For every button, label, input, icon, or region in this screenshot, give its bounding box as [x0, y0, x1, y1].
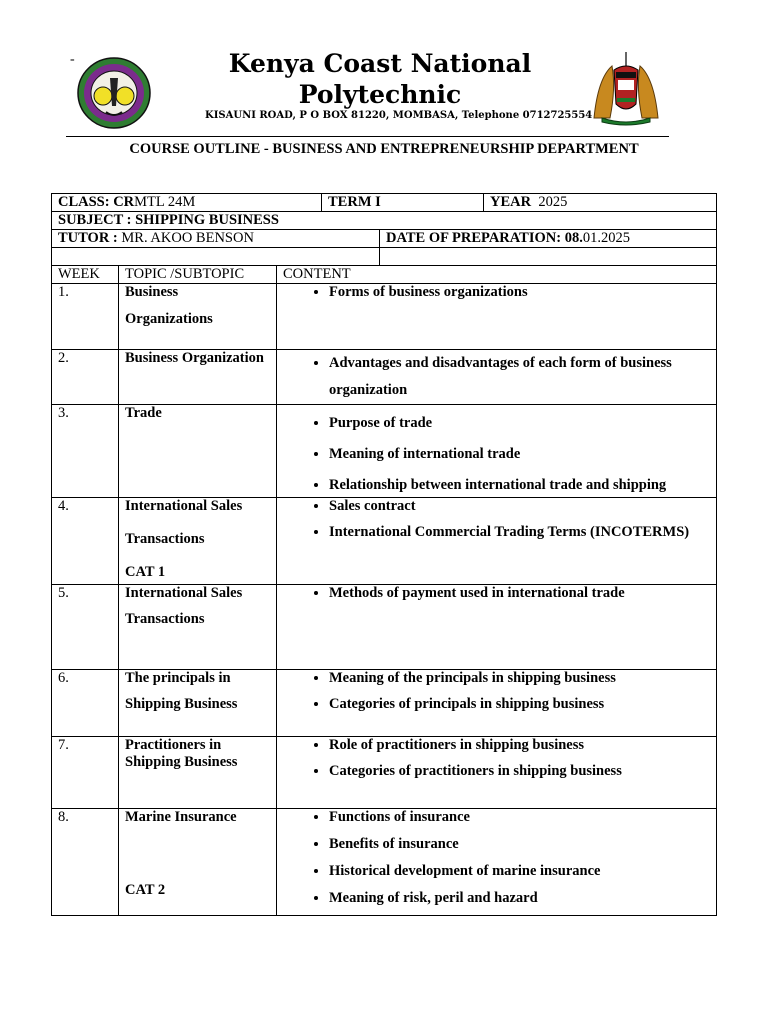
blank-cell-left — [52, 248, 380, 266]
topic-cell — [119, 585, 277, 670]
content-item: • Categories of practitioners in shipping business — [329, 763, 710, 780]
topic-line: CAT 1 — [125, 564, 166, 580]
table-row — [52, 809, 717, 916]
info-row-class — [52, 194, 717, 212]
content-item: • Advantages and disadvantages of each form of business organization — [329, 350, 710, 404]
topic-line: Business Organization — [125, 350, 264, 366]
topic-cell — [119, 350, 277, 405]
tutor-label: TUTOR : — [58, 230, 118, 246]
content-cell — [277, 350, 717, 405]
content-item: • Forms of business organizations — [329, 284, 710, 301]
header-divider — [66, 136, 669, 137]
year-label: YEAR — [490, 194, 532, 210]
term-value: TERM I — [328, 194, 381, 210]
table-row — [52, 350, 717, 405]
subject-value: SUBJECT : SHIPPING BUSINESS — [58, 212, 279, 228]
content-item: • Categories of principals in shipping business — [329, 696, 710, 713]
info-row-tutor — [52, 230, 717, 248]
topic-cell — [119, 809, 277, 916]
topic-cell — [119, 284, 277, 350]
week-cell: 2. — [52, 350, 119, 405]
week-cell: 3. — [52, 405, 119, 498]
content-item: • Relationship between international trade and shipping — [329, 477, 710, 494]
content-list — [283, 737, 710, 780]
week-cell: 8. — [52, 809, 119, 916]
content-cell — [277, 737, 717, 809]
subject-cell — [52, 212, 717, 230]
table-row — [52, 284, 717, 350]
topic-cell — [119, 498, 277, 585]
class-cell — [52, 194, 322, 212]
content-list — [283, 809, 710, 907]
table-row — [52, 670, 717, 737]
topic-header: TOPIC /SUBTOPIC — [119, 266, 277, 284]
week-cell: 1. — [52, 284, 119, 350]
course-outline-body — [52, 194, 717, 916]
content-cell — [277, 809, 717, 916]
info-row-blank — [52, 248, 717, 266]
topic-line: Trade — [125, 405, 162, 421]
kenya-coat-of-arms-logo — [588, 48, 664, 128]
topic-line: Practitioners in Shipping Business — [125, 737, 238, 770]
table-row — [52, 737, 717, 809]
week-cell: 7. — [52, 737, 119, 809]
topic-cell — [119, 737, 277, 809]
date-value: 01.2025 — [582, 230, 630, 246]
blank-cell-right — [380, 248, 717, 266]
tutor-value: MR. AKOO BENSON — [121, 230, 254, 246]
topic-cell — [119, 405, 277, 498]
institution-title: Kenya Coast National Polytechnic — [228, 49, 532, 109]
term-cell — [322, 194, 484, 212]
topic-line: Organizations — [125, 311, 213, 327]
column-header-row — [52, 266, 717, 284]
institution-address: KISAUNI ROAD, P O BOX 81220, MOMBASA, Telephone 0712725554 — [205, 110, 593, 121]
content-item: • Meaning of international trade — [329, 446, 710, 463]
week-cell: 4. — [52, 498, 119, 585]
topic-line: Transactions — [125, 531, 205, 547]
tutor-cell — [52, 230, 380, 248]
topic-line: Shipping Business — [125, 696, 238, 712]
content-item: • Purpose of trade — [329, 415, 710, 432]
table-row — [52, 405, 717, 498]
topic-line: Transactions — [125, 611, 205, 627]
topic-line: International Sales — [125, 585, 243, 601]
date-label: DATE OF PREPARATION: 08. — [386, 230, 583, 246]
topic-line: Business — [125, 284, 179, 300]
content-item: • Historical development of marine insurance — [329, 863, 710, 880]
table-row — [52, 498, 717, 585]
week-header: WEEK — [52, 266, 119, 284]
topic-line: Marine Insurance — [125, 809, 237, 825]
content-cell — [277, 585, 717, 670]
content-item: • International Commercial Trading Terms (INCOTERMS) — [329, 524, 710, 541]
content-list — [283, 670, 710, 713]
week-cell: 5. — [52, 585, 119, 670]
content-item: • Sales contract — [329, 498, 710, 515]
content-item: • Meaning of the principals in shipping business — [329, 670, 710, 687]
class-label: CLASS: CR — [58, 194, 135, 210]
content-item: • Benefits of insurance — [329, 836, 710, 853]
header-dash: - — [70, 52, 75, 67]
content-cell — [277, 498, 717, 585]
topic-cell — [119, 670, 277, 737]
year-cell — [484, 194, 717, 212]
topic-line: The principals in — [125, 670, 231, 686]
table-row — [52, 585, 717, 670]
content-list — [283, 585, 710, 602]
class-value: MTL 24M — [134, 194, 196, 210]
content-list — [283, 350, 710, 404]
content-item: • Functions of insurance — [329, 809, 710, 826]
info-row-subject — [52, 212, 717, 230]
week-cell: 6. — [52, 670, 119, 737]
topic-line: International Sales — [125, 498, 243, 514]
polytechnic-logo — [76, 56, 152, 130]
content-cell — [277, 670, 717, 737]
content-list — [283, 498, 710, 541]
department-heading: COURSE OUTLINE - BUSINESS AND ENTREPRENEURSHIP DEPARTMENT — [129, 141, 639, 157]
course-outline-table — [51, 193, 717, 916]
content-item: • Methods of payment used in international trade — [329, 585, 710, 602]
content-cell — [277, 405, 717, 498]
content-header: CONTENT — [277, 266, 717, 284]
content-list — [283, 284, 710, 301]
content-item: • Role of practitioners in shipping business — [329, 737, 710, 754]
topic-line: CAT 2 — [125, 882, 166, 898]
content-cell — [277, 284, 717, 350]
content-list — [283, 415, 710, 494]
year-value: 2025 — [538, 194, 568, 210]
date-cell — [380, 230, 717, 248]
content-item: • Meaning of risk, peril and hazard — [329, 890, 710, 907]
